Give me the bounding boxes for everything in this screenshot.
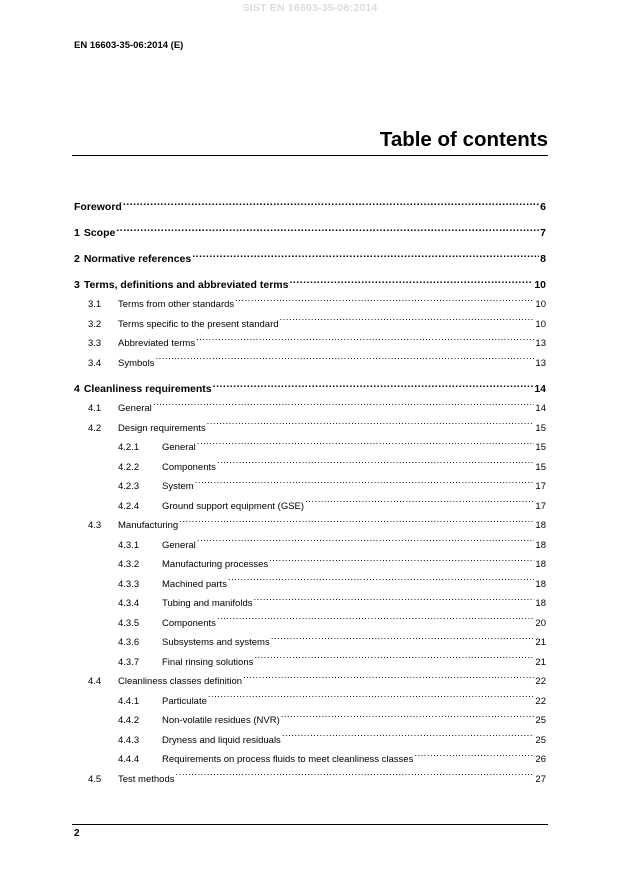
toc-entry-label: Components bbox=[162, 461, 216, 473]
toc-entry-page: 22 bbox=[535, 676, 546, 687]
toc-dot-leader bbox=[305, 499, 534, 509]
toc-entry[interactable] bbox=[74, 653, 546, 673]
toc-entry-number: 4.2.3 bbox=[118, 481, 140, 492]
toc-entry-label: General bbox=[162, 442, 196, 453]
toc-entry-page: 6 bbox=[540, 201, 546, 213]
toc-entry-label: Tubing and manifolds bbox=[162, 598, 253, 609]
toc-entry-label: Terms specific to the present standard bbox=[118, 318, 279, 330]
toc-entry-label: System bbox=[162, 481, 194, 492]
toc-dot-leader bbox=[254, 655, 534, 665]
toc-entry-page: 10 bbox=[535, 318, 546, 330]
toc-dot-leader bbox=[289, 278, 533, 289]
toc-entry[interactable] bbox=[74, 399, 546, 419]
toc-entry-label: Terms, definitions and abbreviated terms bbox=[83, 279, 289, 291]
toc-entry[interactable] bbox=[74, 731, 546, 751]
toc-entry-number: 4.3.6 bbox=[118, 637, 140, 648]
toc-entry[interactable] bbox=[74, 315, 546, 335]
toc-entry-number: 4.3.1 bbox=[118, 539, 140, 551]
toc-entry-label: Cleanliness requirements bbox=[83, 383, 212, 395]
toc-dot-leader bbox=[269, 558, 534, 568]
toc-entry-page: 25 bbox=[535, 734, 546, 746]
toc-entry[interactable] bbox=[74, 250, 546, 269]
toc-entry[interactable] bbox=[74, 354, 546, 374]
footer-divider bbox=[72, 824, 548, 825]
toc-entry-label: Requirements on process fluids to meet cleanliness classes bbox=[162, 754, 414, 765]
toc-dot-leader bbox=[155, 356, 534, 366]
toc-entry[interactable] bbox=[74, 536, 546, 556]
toc-entry-number: 4.5 bbox=[88, 773, 102, 785]
toc-entry-label: Subsystems and systems bbox=[162, 637, 270, 648]
toc-entry[interactable] bbox=[74, 516, 546, 536]
toc-dot-leader bbox=[217, 460, 535, 470]
toc-entry-page: 18 bbox=[535, 520, 546, 531]
toc-dot-leader bbox=[116, 226, 539, 237]
toc-entry-page: 14 bbox=[534, 383, 546, 395]
toc-entry[interactable] bbox=[74, 594, 546, 614]
toc-dot-leader bbox=[195, 480, 535, 490]
toc-entry-number: 3.4 bbox=[88, 357, 102, 369]
toc-entry-number: 1 bbox=[74, 227, 80, 239]
toc-entry-page: 10 bbox=[535, 299, 546, 310]
toc-entry-label: Abbreviated terms bbox=[118, 338, 196, 349]
toc-entry-label: General bbox=[162, 539, 196, 551]
toc-entry[interactable] bbox=[74, 438, 546, 458]
toc-dot-leader bbox=[207, 421, 535, 431]
toc-entry-number: 4.4.3 bbox=[118, 734, 140, 746]
toc-entry[interactable] bbox=[74, 198, 546, 217]
toc-entry-label: Manufacturing bbox=[118, 520, 179, 531]
watermark: SIST EN 16603-35-06:2014 bbox=[242, 2, 378, 14]
toc-entry[interactable] bbox=[74, 224, 546, 243]
toc-entry-label: General bbox=[118, 403, 152, 414]
toc-entry-number: 4.3.7 bbox=[118, 656, 140, 668]
toc-entry[interactable] bbox=[74, 380, 546, 399]
toc-entry-number: 3.2 bbox=[88, 318, 102, 330]
title-divider bbox=[72, 155, 548, 156]
toc-entry-number: 4.3.2 bbox=[118, 559, 140, 570]
toc-entry[interactable] bbox=[74, 672, 546, 692]
toc-entry-label: Final rinsing solutions bbox=[162, 656, 254, 668]
toc-entry-number: 4.2.4 bbox=[118, 500, 140, 512]
toc-dot-leader bbox=[228, 577, 534, 587]
toc-entry-label: Cleanliness classes definition bbox=[118, 676, 243, 687]
toc-entry[interactable] bbox=[74, 575, 546, 595]
toc-dot-leader bbox=[243, 675, 534, 685]
toc-entry-page: 14 bbox=[535, 403, 546, 414]
toc-entry-page: 26 bbox=[535, 754, 546, 765]
toc-entry-label: Normative references bbox=[83, 253, 192, 265]
toc-entry-number: 4.3.4 bbox=[118, 598, 140, 609]
toc-dot-leader bbox=[123, 200, 539, 211]
toc-entry-number: 4.4.1 bbox=[118, 695, 140, 707]
toc-entry-label: Test methods bbox=[118, 773, 175, 785]
toc-dot-leader bbox=[280, 317, 535, 327]
toc-entry-page: 21 bbox=[535, 656, 546, 668]
table-of-contents bbox=[74, 198, 546, 789]
toc-entry-label: Terms from other standards bbox=[118, 299, 235, 310]
toc-dot-leader bbox=[208, 694, 535, 704]
toc-entry-number: 4.4.2 bbox=[118, 715, 140, 726]
toc-dot-leader bbox=[192, 252, 539, 263]
toc-entry-page: 8 bbox=[540, 253, 546, 265]
toc-entry[interactable] bbox=[74, 497, 546, 517]
toc-entry-page: 13 bbox=[535, 338, 546, 349]
toc-dot-leader bbox=[176, 772, 535, 782]
toc-entry-number: 4.3 bbox=[88, 520, 102, 531]
toc-entry-number: 3.3 bbox=[88, 338, 102, 349]
toc-entry-page: 10 bbox=[534, 279, 546, 291]
toc-entry-number: 4.2.1 bbox=[118, 442, 140, 453]
toc-dot-leader bbox=[213, 382, 534, 393]
toc-entry-page: 7 bbox=[540, 227, 546, 239]
page-title: Table of contents bbox=[379, 128, 548, 151]
toc-entry-number: 4.1 bbox=[88, 403, 102, 414]
toc-entry-label: Ground support equipment (GSE) bbox=[162, 500, 305, 512]
toc-entry-page: 17 bbox=[535, 500, 546, 512]
toc-entry[interactable] bbox=[74, 458, 546, 478]
toc-entry-label: Machined parts bbox=[162, 578, 227, 590]
toc-dot-leader bbox=[271, 636, 535, 646]
toc-entry-number: 3 bbox=[74, 279, 80, 291]
toc-entry-label: Manufacturing processes bbox=[162, 559, 269, 570]
toc-entry-number: 4.4.4 bbox=[118, 754, 140, 765]
page-number: 2 bbox=[74, 828, 80, 839]
toc-entry[interactable] bbox=[74, 614, 546, 634]
toc-entry[interactable] bbox=[74, 692, 546, 712]
document-id: EN 16603-35-06:2014 (E) bbox=[74, 40, 184, 51]
toc-entry-number: 4 bbox=[74, 383, 80, 395]
toc-entry-page: 18 bbox=[535, 598, 546, 609]
toc-entry[interactable] bbox=[74, 555, 546, 575]
toc-entry[interactable] bbox=[74, 750, 546, 770]
toc-entry-label: Dryness and liquid residuals bbox=[162, 734, 281, 746]
toc-entry-label: Symbols bbox=[118, 357, 155, 369]
toc-entry-number: 4.2 bbox=[88, 422, 102, 434]
toc-entry-page: 13 bbox=[535, 357, 546, 369]
toc-entry-number: 3.1 bbox=[88, 299, 102, 310]
toc-entry-page: 21 bbox=[535, 637, 546, 648]
toc-entry-page: 18 bbox=[535, 539, 546, 551]
toc-entry-page: 18 bbox=[535, 559, 546, 570]
toc-dot-leader bbox=[253, 597, 534, 607]
toc-dot-leader bbox=[153, 402, 535, 412]
toc-entry-number: 4.2.2 bbox=[118, 461, 140, 473]
toc-entry-page: 25 bbox=[535, 715, 546, 726]
toc-dot-leader bbox=[179, 519, 534, 529]
toc-entry-number: 4.4 bbox=[88, 676, 102, 687]
toc-entry[interactable] bbox=[74, 295, 546, 315]
toc-entry-page: 15 bbox=[535, 461, 546, 473]
toc-entry-label: Components bbox=[162, 617, 216, 629]
toc-dot-leader bbox=[281, 714, 535, 724]
toc-entry[interactable] bbox=[74, 334, 546, 354]
toc-dot-leader bbox=[197, 538, 535, 548]
toc-entry-label: Design requirements bbox=[118, 422, 206, 434]
toc-dot-leader bbox=[217, 616, 535, 626]
toc-entry-number: 4.3.3 bbox=[118, 578, 140, 590]
toc-entry[interactable] bbox=[74, 770, 546, 790]
toc-dot-leader bbox=[235, 298, 534, 308]
toc-entry-label: Foreword bbox=[74, 201, 122, 213]
toc-entry[interactable] bbox=[74, 477, 546, 497]
toc-entry-page: 17 bbox=[535, 481, 546, 492]
toc-entry-page: 18 bbox=[535, 578, 546, 590]
toc-entry-label: Non-volatile residues (NVR) bbox=[162, 715, 280, 726]
toc-entry-label: Particulate bbox=[162, 695, 207, 707]
toc-entry-page: 15 bbox=[535, 422, 546, 434]
toc-entry-page: 15 bbox=[535, 442, 546, 453]
toc-entry-label: Scope bbox=[83, 227, 116, 239]
toc-dot-leader bbox=[282, 733, 535, 743]
toc-entry-page: 20 bbox=[535, 617, 546, 629]
toc-dot-leader bbox=[197, 441, 535, 451]
toc-entry-page: 22 bbox=[535, 695, 546, 707]
toc-entry[interactable] bbox=[74, 276, 546, 295]
toc-entry-number: 2 bbox=[74, 253, 80, 265]
toc-dot-leader bbox=[196, 337, 534, 347]
toc-entry[interactable] bbox=[74, 419, 546, 439]
toc-dot-leader bbox=[414, 753, 534, 763]
toc-entry-page: 27 bbox=[535, 773, 546, 785]
toc-entry-number: 4.3.5 bbox=[118, 617, 140, 629]
toc-entry[interactable] bbox=[74, 633, 546, 653]
toc-entry[interactable] bbox=[74, 711, 546, 731]
